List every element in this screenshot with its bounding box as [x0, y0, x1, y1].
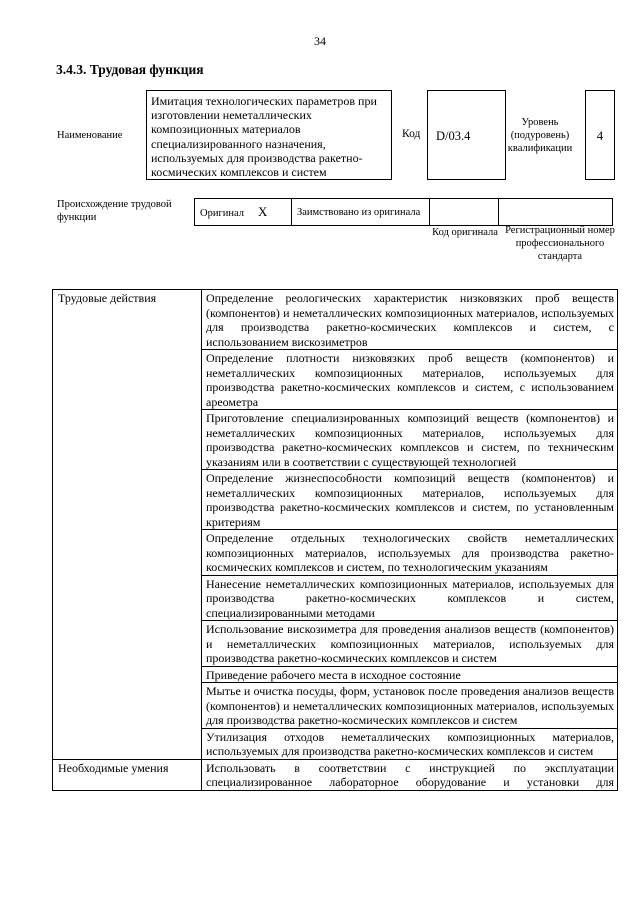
origin-code-cell [430, 199, 499, 226]
labor-action-item: Мытье и очистка посуды, форм, установок после проведения анализов веществ (компонентов) и неметаллических композиционных материалов, используемых для производства ракетно-космических комплексов и систем [202, 683, 618, 729]
original-mark: X [258, 204, 268, 219]
code-original-caption: Код оригинала [432, 227, 498, 238]
table-row [53, 759, 618, 790]
code-label: Код [402, 128, 421, 140]
origin-table [194, 198, 613, 226]
skills-label: Необходимые умения [53, 759, 202, 790]
code-box: D/03.4 [427, 90, 506, 180]
labor-action-item: Утилизация отходов неметаллических композиционных материалов, используемых для производства ракетно-космических комплексов и систем [202, 728, 618, 759]
origin-label-text: Происхождение трудовой функции [57, 199, 172, 223]
labor-action-item: Определение жизнеспособности композиций веществ (компонентов) и неметаллических композиционных материалов, используемых для производства ракетно-космических комплексов и систем, по установленным критериям [202, 470, 618, 530]
qualification-level-box: 4 [585, 90, 615, 180]
labor-action-item: Определение плотности низковязких проб веществ (компонентов) и неметаллических композиционных материалов, используемых для производства ракетно-космических комплексов и систем, с использованием ареометра [202, 350, 618, 410]
origin-label [57, 199, 197, 224]
labor-function-table [52, 289, 618, 791]
labor-action-item: Использование вискозиметра для проведения анализов веществ (компонентов) и неметаллических композиционных материалов, используемых для производства ракетно-космических комплексов и систем [202, 621, 618, 667]
table-row [53, 290, 618, 350]
origin-borrowed-cell: Заимствовано из оригинала [292, 199, 430, 226]
original-label: Оригинал [200, 208, 244, 219]
labor-actions-label: Трудовые действия [53, 290, 202, 760]
origin-reg-cell [499, 199, 613, 226]
qualification-level-label: Уровень (подуровень) квалификации [507, 117, 573, 154]
page-number: 34 [314, 34, 326, 48]
section-title: 3.4.3. Трудовая функция [56, 62, 204, 77]
name-label: Наименование [57, 130, 123, 141]
skill-item: Использовать в соответствии с инструкцией по эксплуатации специализированное лабораторное оборудование и установки для [202, 759, 618, 790]
labor-action-item: Приготовление специализированных композиций веществ (компонентов) и неметаллических композиционных материалов, используемых для производства ракетно-космических комплексов и систем, по техническим указаниям или в соответствии с существующей технологией [202, 410, 618, 470]
labor-action-item: Определение отдельных технологических свойств неметаллических композиционных материалов, используемых для производства ракетно-космических комплексов и систем, по технологическим указаниям [202, 530, 618, 576]
registration-number-caption: Регистрационный номер профессионального стандарта [505, 225, 615, 262]
labor-action-item: Нанесение неметаллических композиционных материалов, используемых для производства ракетно-космических комплексов и систем, специализированными методами [202, 575, 618, 621]
labor-action-item: Приведение рабочего места в исходное состояние [202, 666, 618, 683]
function-name-box: Имитация технологических параметров при изготовлении неметаллических композиционных материалов специализированного назначения, используемых для производства ракетно-космических комплексов и систем [146, 90, 392, 180]
labor-action-item: Определение реологических характеристик низковязких проб веществ (компонентов) и неметаллических композиционных материалов, используемых для производства ракетно-космических комплексов и систем, с использованием вискозиметров [202, 290, 618, 350]
origin-original-cell [195, 199, 292, 226]
